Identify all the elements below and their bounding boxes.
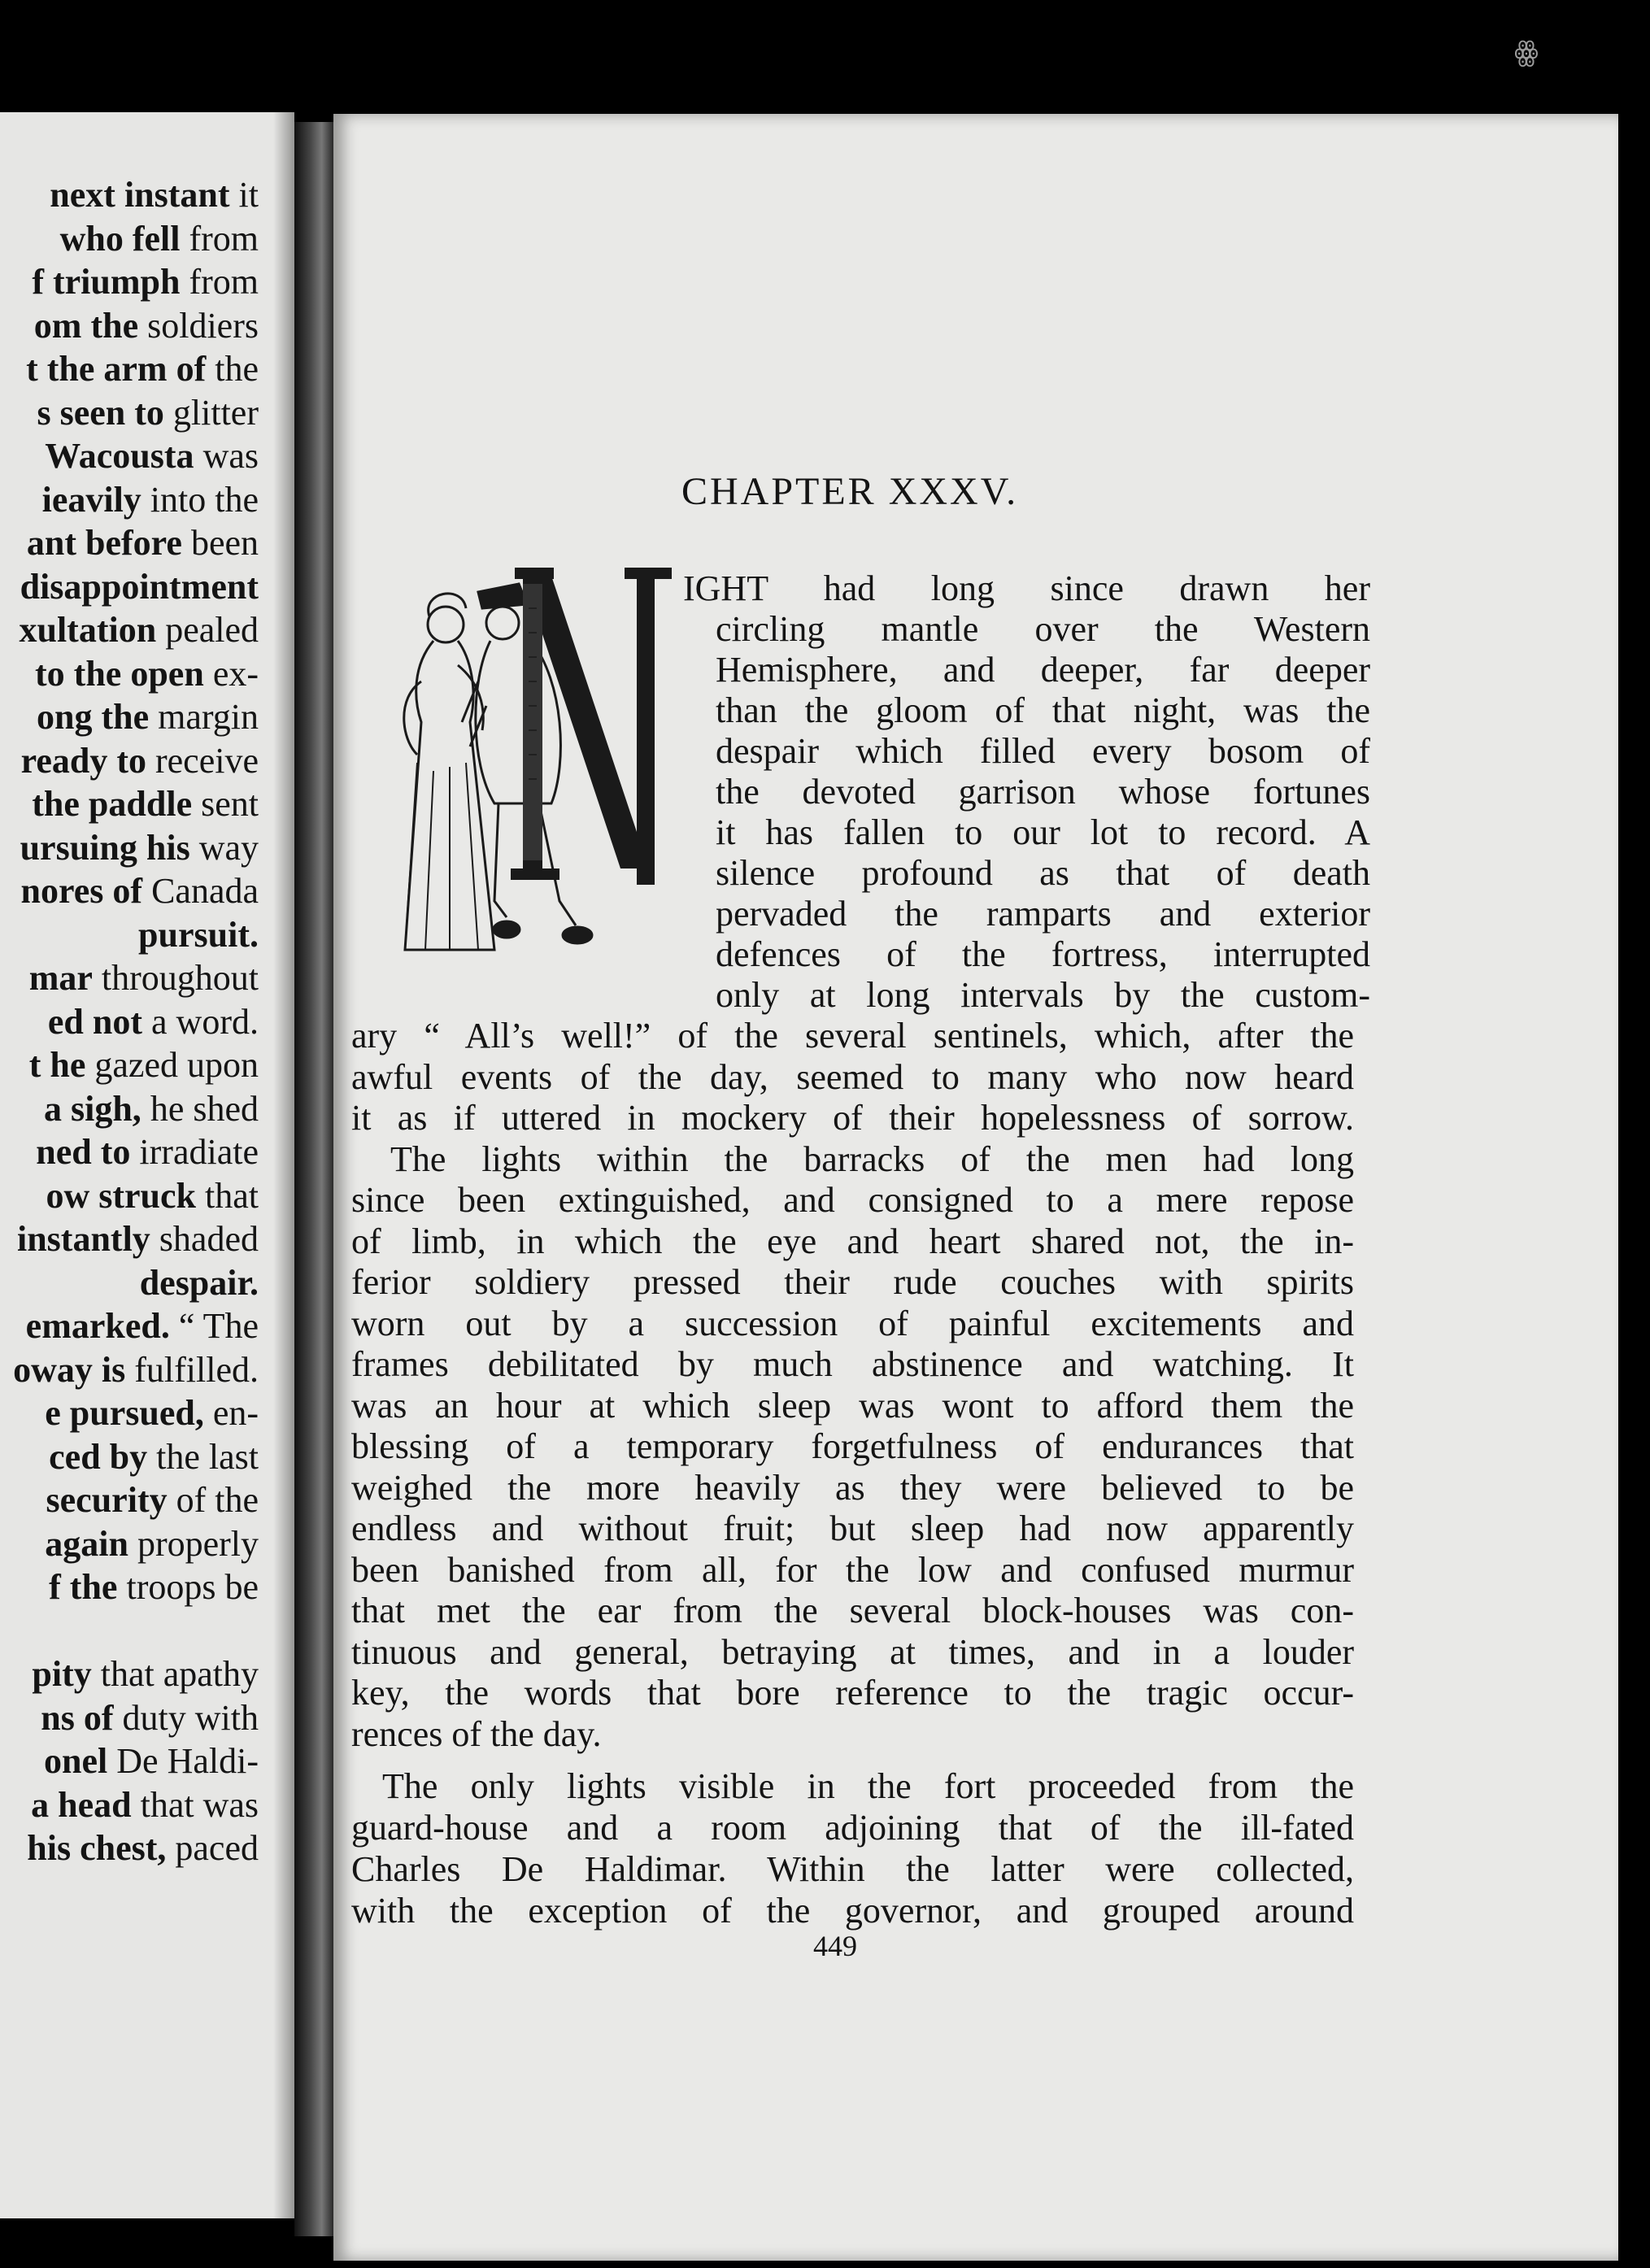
left-line-rest: that apathy — [91, 1654, 259, 1694]
left-page-line — [19, 610, 259, 651]
left-page-line — [27, 523, 259, 564]
body-text-line: frames debilitated by much abstinence and watching. It — [351, 1344, 1354, 1384]
body-text-line: key, the words that bore reference to the tragic occur- — [351, 1673, 1354, 1713]
left-line-bold: emarked. — [25, 1306, 170, 1346]
book-spine — [294, 122, 333, 2236]
left-line-rest: he shed — [141, 1088, 259, 1129]
body-text-line: rences of the day. — [351, 1713, 602, 1754]
left-line-rest: properly — [128, 1523, 259, 1564]
left-page-line — [29, 1045, 259, 1086]
left-page-line — [140, 1263, 259, 1304]
body-text-line: tinuous and general, betraying at times, and in a louder — [351, 1631, 1354, 1672]
body-text-line: pervaded the ramparts and exterior — [716, 894, 1370, 934]
left-line-bold: oway is — [13, 1349, 126, 1390]
left-line-rest: De Haldi- — [107, 1741, 259, 1781]
left-line-bold: s seen to — [37, 392, 164, 433]
left-line-bold: f the — [49, 1567, 118, 1607]
left-line-rest: that — [196, 1175, 259, 1216]
body-text-line: weighed the more heavily as they were believed to be — [351, 1467, 1354, 1508]
left-line-bold: disappointment — [20, 566, 259, 607]
left-line-bold: ieavily — [41, 479, 141, 520]
body-text-line: The only lights visible in the fort proceeded from the — [382, 1766, 1354, 1806]
body-text-line: guard-house and a room adjoining that of the ill-fated — [351, 1808, 1354, 1848]
left-line-bold: f triumph — [32, 262, 181, 302]
left-page-line — [29, 958, 259, 999]
left-line-bold: ow struck — [46, 1175, 197, 1216]
left-page-line — [60, 219, 259, 259]
left-line-bold: pursuit. — [138, 914, 259, 955]
body-text-line: silence profound as that of death — [716, 853, 1370, 893]
left-line-bold: his chest, — [27, 1828, 167, 1868]
left-line-bold: a head — [31, 1784, 132, 1825]
body-text-line: with the exception of the governor, and grouped around — [351, 1891, 1354, 1931]
left-line-rest: a word. — [142, 1001, 259, 1042]
left-line-rest: Canada — [142, 871, 259, 911]
left-page-line — [138, 915, 259, 956]
left-line-rest: paced — [166, 1828, 259, 1868]
body-text-line: of limb, in which the eye and heart shared not, the in- — [351, 1221, 1354, 1261]
left-line-bold: pity — [32, 1654, 92, 1694]
left-line-bold: t he — [28, 1045, 86, 1085]
left-line-rest: shaded — [150, 1219, 259, 1259]
left-page-line — [45, 1524, 259, 1565]
body-text-line: only at long intervals by the custom- — [716, 975, 1370, 1015]
left-page-line — [32, 784, 259, 825]
chapter-title: CHAPTER XXXV. — [681, 470, 1019, 513]
left-page-line — [32, 262, 259, 303]
left-page-line — [21, 741, 259, 781]
left-page-line — [42, 480, 259, 520]
left-line-bold: ant before — [26, 523, 182, 563]
left-line-rest: soldiers — [138, 305, 259, 346]
left-line-bold: xultation — [19, 610, 157, 650]
left-page-line — [37, 393, 259, 433]
left-line-rest: glitter — [163, 392, 259, 433]
body-text-line: ary “ All’s well!” of the several sentinels, which, after the — [351, 1016, 1354, 1056]
left-page-line — [34, 306, 259, 346]
left-line-bold: ed not — [47, 1001, 143, 1042]
left-line-rest: irradiate — [130, 1132, 259, 1172]
left-line-rest: margin — [149, 697, 259, 737]
left-line-rest: pealed — [156, 610, 259, 650]
left-page-line — [50, 175, 259, 215]
body-text-line: since been extinguished, and consigned to a mere repose — [351, 1180, 1354, 1220]
left-line-bold: ong the — [37, 697, 150, 737]
corner-mark: ꙮ — [1514, 37, 1539, 67]
left-line-rest: “ The — [169, 1306, 259, 1346]
left-line-bold: despair. — [139, 1262, 259, 1303]
left-page-line — [26, 1306, 259, 1347]
left-page-line — [31, 1785, 259, 1826]
left-page-line — [35, 654, 259, 694]
left-page-line — [17, 1219, 259, 1260]
left-line-bold: next instant — [50, 175, 230, 215]
left-page-line — [32, 1654, 259, 1695]
left-line-rest: way — [189, 827, 259, 868]
body-text-line: endless and without fruit; but sleep had now apparently — [351, 1508, 1354, 1548]
left-line-rest: throughout — [92, 958, 259, 998]
left-line-rest: duty with — [113, 1697, 259, 1738]
left-line-rest: was — [194, 436, 259, 476]
left-page-line — [48, 1002, 259, 1043]
left-line-rest: the last — [147, 1436, 259, 1477]
page-number: 449 — [813, 1930, 857, 1962]
left-line-bold: a sigh, — [43, 1088, 141, 1129]
left-line-rest: en- — [203, 1393, 259, 1433]
body-text-line: ferior soldiery pressed their rude couches with spirits — [351, 1262, 1354, 1302]
body-text-line: defences of the fortress, interrupted — [716, 934, 1370, 974]
left-line-rest: it — [229, 175, 259, 215]
left-line-bold: om the — [33, 305, 139, 346]
body-text-line: Hemisphere, and deeper, far deeper — [716, 650, 1370, 690]
left-page-line — [46, 1176, 259, 1217]
body-text-line: it as if uttered in mockery of their hopelessness of sorrow. — [351, 1098, 1354, 1138]
left-line-bold: mar — [28, 958, 93, 998]
left-line-rest: sent — [192, 784, 259, 824]
left-line-bold: t the arm of — [26, 349, 207, 389]
left-page-line — [46, 1480, 259, 1521]
left-page — [0, 112, 294, 2218]
left-line-bold: ced by — [49, 1436, 148, 1477]
left-page-line — [37, 697, 259, 738]
body-text-line: circling mantle over the Western — [716, 609, 1370, 649]
left-line-bold: ns of — [41, 1697, 114, 1738]
dropcap-N — [511, 568, 672, 885]
left-page-line — [27, 1828, 259, 1869]
body-text-line: awful events of the day, seemed to many who now heard — [351, 1056, 1354, 1097]
left-line-rest: been — [181, 523, 259, 563]
left-page-line — [26, 349, 259, 390]
left-page-line — [45, 436, 259, 477]
body-text-line: that met the ear from the several block-houses was con- — [351, 1591, 1354, 1630]
left-page-line — [44, 1741, 259, 1782]
left-line-bold: ready to — [20, 740, 146, 781]
left-line-bold: instantly — [16, 1219, 150, 1259]
left-line-bold: ursuing his — [20, 827, 190, 868]
left-line-bold: to the open — [35, 653, 204, 694]
body-text-line: IGHT had long since drawn her — [683, 568, 1370, 608]
left-line-rest: from — [180, 262, 259, 302]
left-line-bold: the paddle — [32, 784, 193, 824]
left-line-rest: gazed upon — [85, 1045, 259, 1085]
body-text-line: was an hour at which sleep was wont to afford them the — [351, 1385, 1354, 1426]
left-line-bold: who fell — [59, 218, 181, 259]
left-page-line — [20, 567, 259, 607]
body-text-line: The lights within the barracks of the men had long — [390, 1138, 1354, 1179]
left-line-bold: security — [46, 1480, 168, 1520]
left-line-bold: onel — [44, 1741, 108, 1781]
body-text-line: blessing of a temporary forgetfulness of endurances that — [351, 1426, 1354, 1466]
gutter-shadow — [273, 112, 294, 2218]
body-text-line: been banished from all, for the low and confused murmur — [351, 1549, 1354, 1590]
left-line-rest: that was — [131, 1784, 259, 1825]
left-line-bold: e pursued, — [45, 1393, 204, 1433]
left-line-rest: ex- — [203, 653, 259, 694]
body-text-line: Charles De Haldimar. Within the latter were collected, — [351, 1849, 1354, 1889]
body-text-line: despair which filled every bosom of — [716, 731, 1370, 771]
left-line-bold: Wacousta — [45, 436, 194, 476]
left-page-line — [44, 1089, 259, 1130]
left-page-line — [21, 871, 259, 912]
left-line-rest: troops be — [117, 1567, 259, 1607]
left-line-rest: receive — [146, 740, 259, 781]
body-text-line: it has fallen to our lot to record. A — [716, 812, 1370, 852]
left-page-line — [49, 1567, 259, 1608]
left-line-rest: fulfilled. — [125, 1349, 259, 1390]
left-page-line — [41, 1698, 259, 1739]
left-line-bold: ned to — [36, 1132, 131, 1172]
body-text-line: worn out by a succession of painful excitements and — [351, 1303, 1354, 1343]
left-page-line — [20, 828, 259, 868]
left-page-line — [13, 1350, 259, 1391]
left-line-rest: the — [206, 349, 259, 389]
left-line-rest: of the — [167, 1480, 259, 1520]
body-text-line: the devoted garrison whose fortunes — [716, 772, 1370, 812]
left-line-rest: into the — [141, 479, 259, 520]
left-page-line — [36, 1132, 259, 1173]
left-line-rest: from — [180, 218, 259, 259]
left-page-line — [45, 1393, 259, 1434]
left-line-bold: again — [45, 1523, 128, 1564]
body-text-line: than the gloom of that night, was the — [716, 690, 1370, 730]
dropcap-illustration — [356, 559, 681, 982]
left-page-line — [49, 1437, 259, 1478]
left-line-bold: nores of — [20, 871, 143, 911]
